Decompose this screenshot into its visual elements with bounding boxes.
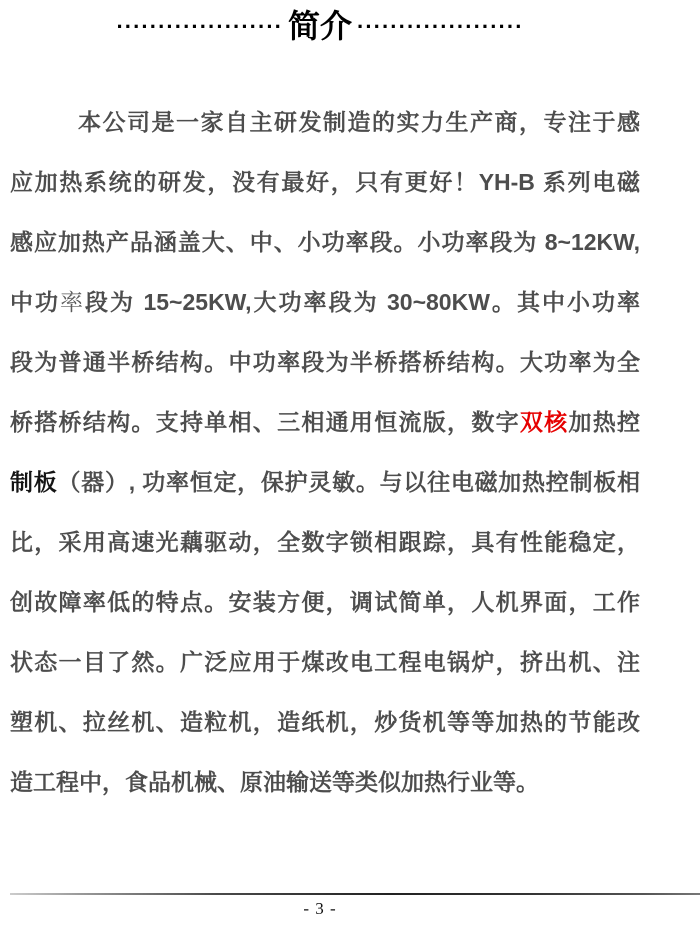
paragraph-line — [10, 92, 640, 152]
intro-paragraph — [0, 92, 640, 812]
line-text-light-variant: 率 — [60, 289, 86, 315]
line-text: 本公司是一家自主研发制造的实力生产商，专注于感 — [78, 109, 640, 135]
paragraph-line — [10, 332, 640, 392]
line-text: （器）, 功率恒定，保护灵敏。与以往电磁加热控制板相 — [57, 469, 641, 495]
highlighted-text-red: 双核 — [519, 409, 569, 435]
line-text: 创故障率低的特点。安装方便，调试简单，人机界面，工作 — [10, 589, 640, 615]
line-text: 桥搭桥结构。支持单相、三相通用恒流版，数字 — [10, 409, 520, 435]
line-text: 段为普通半桥结构。中功率段为半桥搭桥结构。大功率为全 — [10, 349, 640, 375]
paragraph-line — [10, 632, 640, 692]
paragraph-line — [10, 452, 640, 512]
page-number: - 3 - — [303, 899, 337, 918]
line-text: 造工程中，食品机械、原油输送等类似加热行业等。 — [10, 769, 539, 795]
line-text: 应加热系统的研发，没有最好，只有更好！YH-B 系列电磁 — [10, 169, 640, 195]
paragraph-line — [10, 692, 640, 752]
line-text: 感应加热产品涵盖大、中、小功率段。小功率段为 8~12KW, — [10, 229, 640, 255]
line-text: 状态一目了然。广泛应用于煤改电工程电锅炉，挤出机、注 — [10, 649, 640, 675]
paragraph-line — [10, 392, 640, 452]
paragraph-line — [10, 512, 640, 572]
page-title: 简介 — [287, 8, 352, 44]
footer-divider — [10, 893, 700, 895]
line-text: 中功 — [10, 289, 61, 315]
section-title — [0, 5, 640, 54]
line-text: 段为 15~25KW,大功率段为 30~80KW。其中小功率 — [85, 289, 641, 315]
emphasized-text-black: 制板 — [10, 469, 58, 495]
paragraph-line — [10, 152, 640, 212]
paragraph-line — [10, 752, 640, 812]
line-text: 加热控 — [568, 409, 641, 435]
paragraph-line — [10, 572, 640, 632]
line-text: 比，采用高速光藕驱动，全数字锁相跟踪，具有性能稳定， — [10, 529, 640, 555]
paragraph-line — [10, 212, 640, 272]
line-text: 塑机、拉丝机、造粒机，造纸机，炒货机等等加热的节能改 — [10, 709, 640, 735]
paragraph-line — [10, 272, 640, 332]
title-dots-right: ···················· — [357, 14, 524, 39]
title-dots-left: ···················· — [116, 14, 283, 39]
